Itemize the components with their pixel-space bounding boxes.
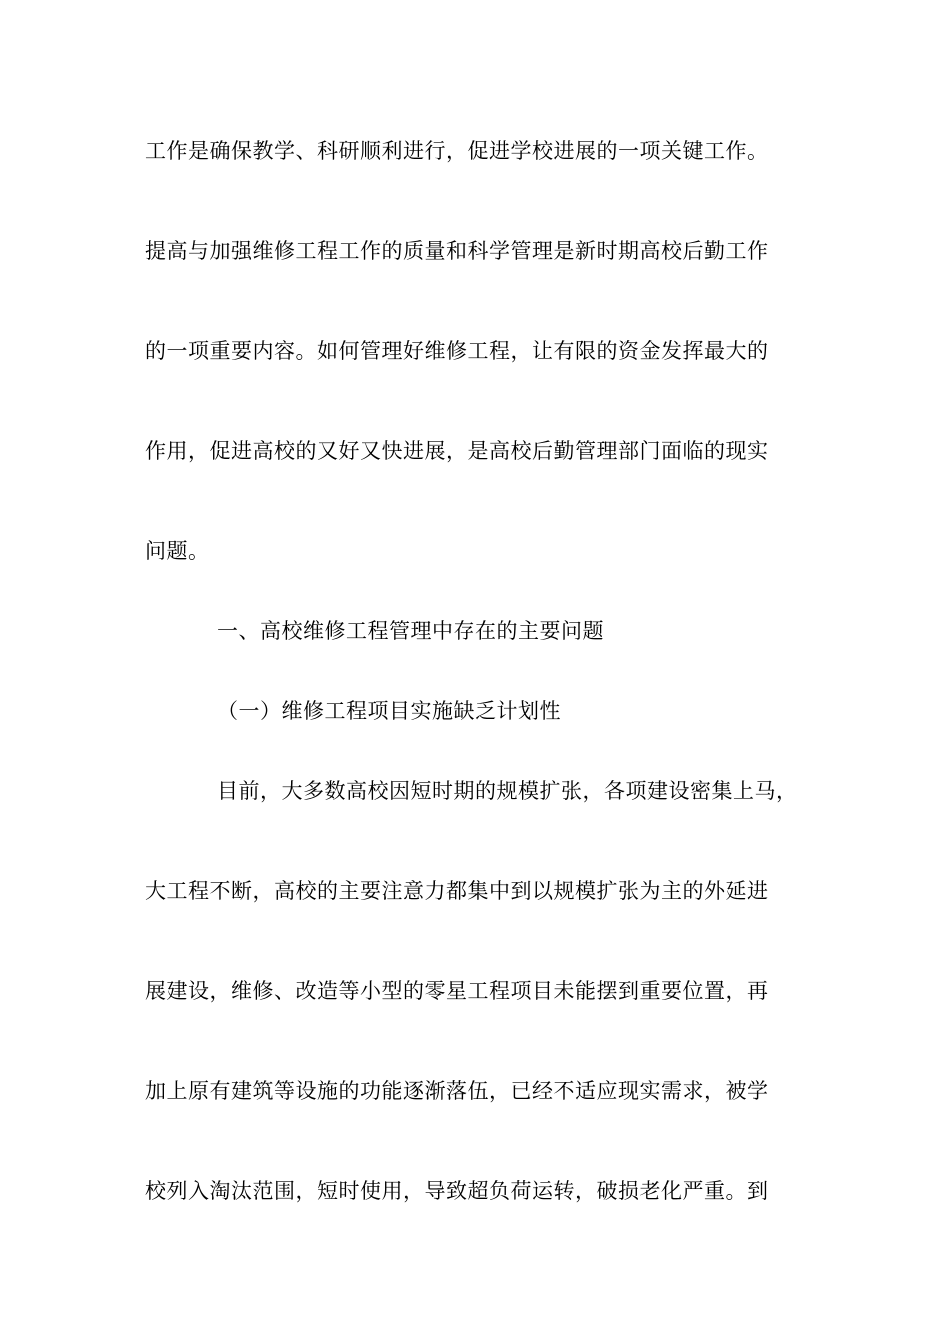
paragraph-line: 加上原有建筑等设施的功能逐渐落伍，已经不适应现实需求，被学 — [145, 1079, 769, 1103]
section-heading: 一、高校维修工程管理中存在的主要问题 — [217, 619, 604, 643]
paragraph-line: 目前，大多数高校因短时期的规模扩张，各项建设密集上马， — [217, 779, 798, 803]
text-line: 的一项重要内容。如何管理好维修工程，让有限的资金发挥最大的 — [145, 339, 769, 363]
text-line: 提高与加强维修工程工作的质量和科学管理是新时期高校后勤工作 — [145, 239, 769, 263]
paragraph-line: 展建设，维修、改造等小型的零星工程项目未能摆到重要位置，再 — [145, 979, 769, 1003]
text-line: 问题。 — [145, 539, 210, 563]
text-line: 工作是确保教学、科研顺利进行，促进学校进展的一项关键工作。 — [145, 139, 769, 163]
text-line: 作用，促进高校的又好又快进展，是高校后勤管理部门面临的现实 — [145, 439, 769, 463]
paragraph-line: 校列入淘汰范围，短时使用，导致超负荷运转，破损老化严重。到 — [145, 1179, 769, 1203]
subsection-heading: （一）维修工程项目实施缺乏计划性 — [217, 699, 561, 723]
paragraph-line: 大工程不断，高校的主要注意力都集中到以规模扩张为主的外延进 — [145, 879, 769, 903]
